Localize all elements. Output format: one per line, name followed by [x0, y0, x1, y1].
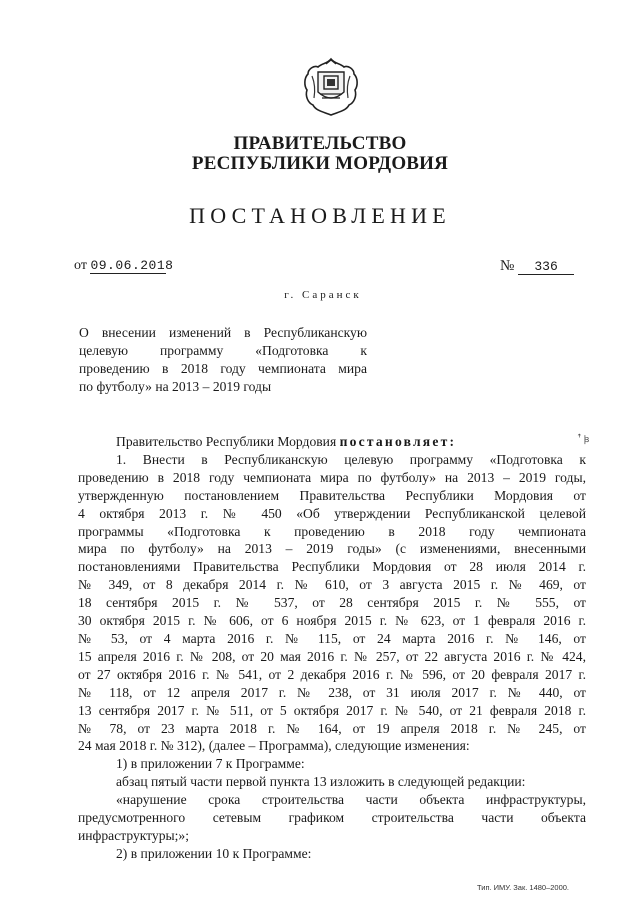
- body-line: «нарушение срока строительства части объекта инфраструктуры,: [116, 792, 586, 808]
- body-line: предусмотренного сетевым графиком строительства части объекта: [78, 810, 586, 826]
- body-line: 1. Внести в Республиканскую целевую программу «Подготовка к: [116, 451, 586, 467]
- title-line: проведению в 2018 году чемпионата мира: [79, 361, 367, 376]
- coat-of-arms-emblem: [300, 56, 362, 118]
- body-line: 30 октября 2015 г. № 606, от 6 ноября 2015 г. № 623, от 1 февраля 2016 г.: [78, 613, 586, 629]
- body-line: 1) в приложении 7 к Программе:: [116, 756, 305, 772]
- print-mark: Тип. ИМУ. Зак. 1480–2000.: [477, 883, 570, 892]
- preamble-emphasis: постановляет:: [339, 434, 457, 449]
- body-line: № 78, от 23 марта 2018 г. № 164, от 19 апреля 2018 г. № 245, от: [78, 720, 586, 736]
- preamble: [78, 433, 586, 451]
- number-field: [500, 258, 574, 275]
- body-line: утвержденную постановлением Правительства Республики Мордовия от: [78, 487, 586, 503]
- date-prefix: от: [74, 258, 87, 273]
- title-line: целевую программу «Подготовка к: [79, 343, 367, 358]
- title-line: О внесении изменений в Республиканскую: [79, 325, 367, 340]
- body-line: постановлениями Правительства Республики Мордовия от 28 июля 2014 г.: [78, 559, 586, 575]
- body-line: мира по футболу» на 2013 – 2019 годы» (с изменениями, внесенными: [78, 541, 586, 557]
- number-value: 336: [518, 259, 574, 275]
- document-body: [78, 433, 586, 863]
- title-line: по футболу» на 2013 – 2019 годы: [79, 379, 272, 394]
- body-line: № 349, от 8 декабря 2014 г. № 610, от 3 августа 2015 г. № 469, от: [78, 577, 586, 593]
- date-field: [74, 258, 174, 274]
- org-name-line1: ПРАВИТЕЛЬСТВО: [233, 133, 407, 154]
- body-line: инфраструктуры;»;: [78, 827, 190, 843]
- body-line: 24 мая 2018 г. № 312), (далее – Программа), следующие изменения:: [78, 738, 470, 754]
- number-prefix: №: [500, 258, 515, 274]
- body-line: 15 апреля 2016 г. № 208, от 20 мая 2016 г. № 257, от 22 августа 2016 г. № 424,: [78, 648, 586, 664]
- body-line: проведению в 2018 году чемпионата мира по футболу» на 2013 – 2019 годы,: [78, 469, 586, 485]
- document-title: [79, 324, 367, 396]
- body-line: 18 сентября 2015 г. № 537, от 28 сентября 2015 г. № 555, от: [78, 595, 586, 611]
- city-name: г. Саранск: [284, 289, 362, 301]
- body-line: 13 сентября 2017 г. № 511, от 5 октября 2017 г. № 540, от 21 февраля 2018 г.: [78, 702, 586, 718]
- body-line: № 53, от 4 марта 2016 г. № 115, от 24 марта 2016 г. № 146, от: [78, 630, 586, 646]
- document-type: ПОСТАНОВЛЕНИЕ: [189, 203, 451, 228]
- date-value: 09.06.2018: [90, 258, 174, 273]
- org-name-line2: РЕСПУБЛИКИ МОРДОВИЯ: [191, 153, 449, 174]
- body-line: № 118, от 12 апреля 2017 г. № 238, от 31 июля 2017 г. № 440, от: [78, 684, 586, 700]
- body-line: абзац пятый части первой пункта 13 изложить в следующей редакции:: [116, 774, 526, 790]
- handwritten-mark: ꜛ ꟓ: [577, 434, 590, 444]
- preamble-text: Правительство Республики Мордовия: [116, 434, 340, 449]
- body-line: 4 октября 2013 г. № 450 «Об утверждении Республиканской целевой: [78, 505, 586, 521]
- body-line: от 27 октября 2016 г. № 541, от 2 декабря 2016 г. № 596, от 20 февраля 2017 г.: [78, 666, 586, 682]
- body-line: 2) в приложении 10 к Программе:: [116, 845, 312, 861]
- body-line: программы «Подготовка к проведению в 2018 году чемпионата: [78, 523, 586, 539]
